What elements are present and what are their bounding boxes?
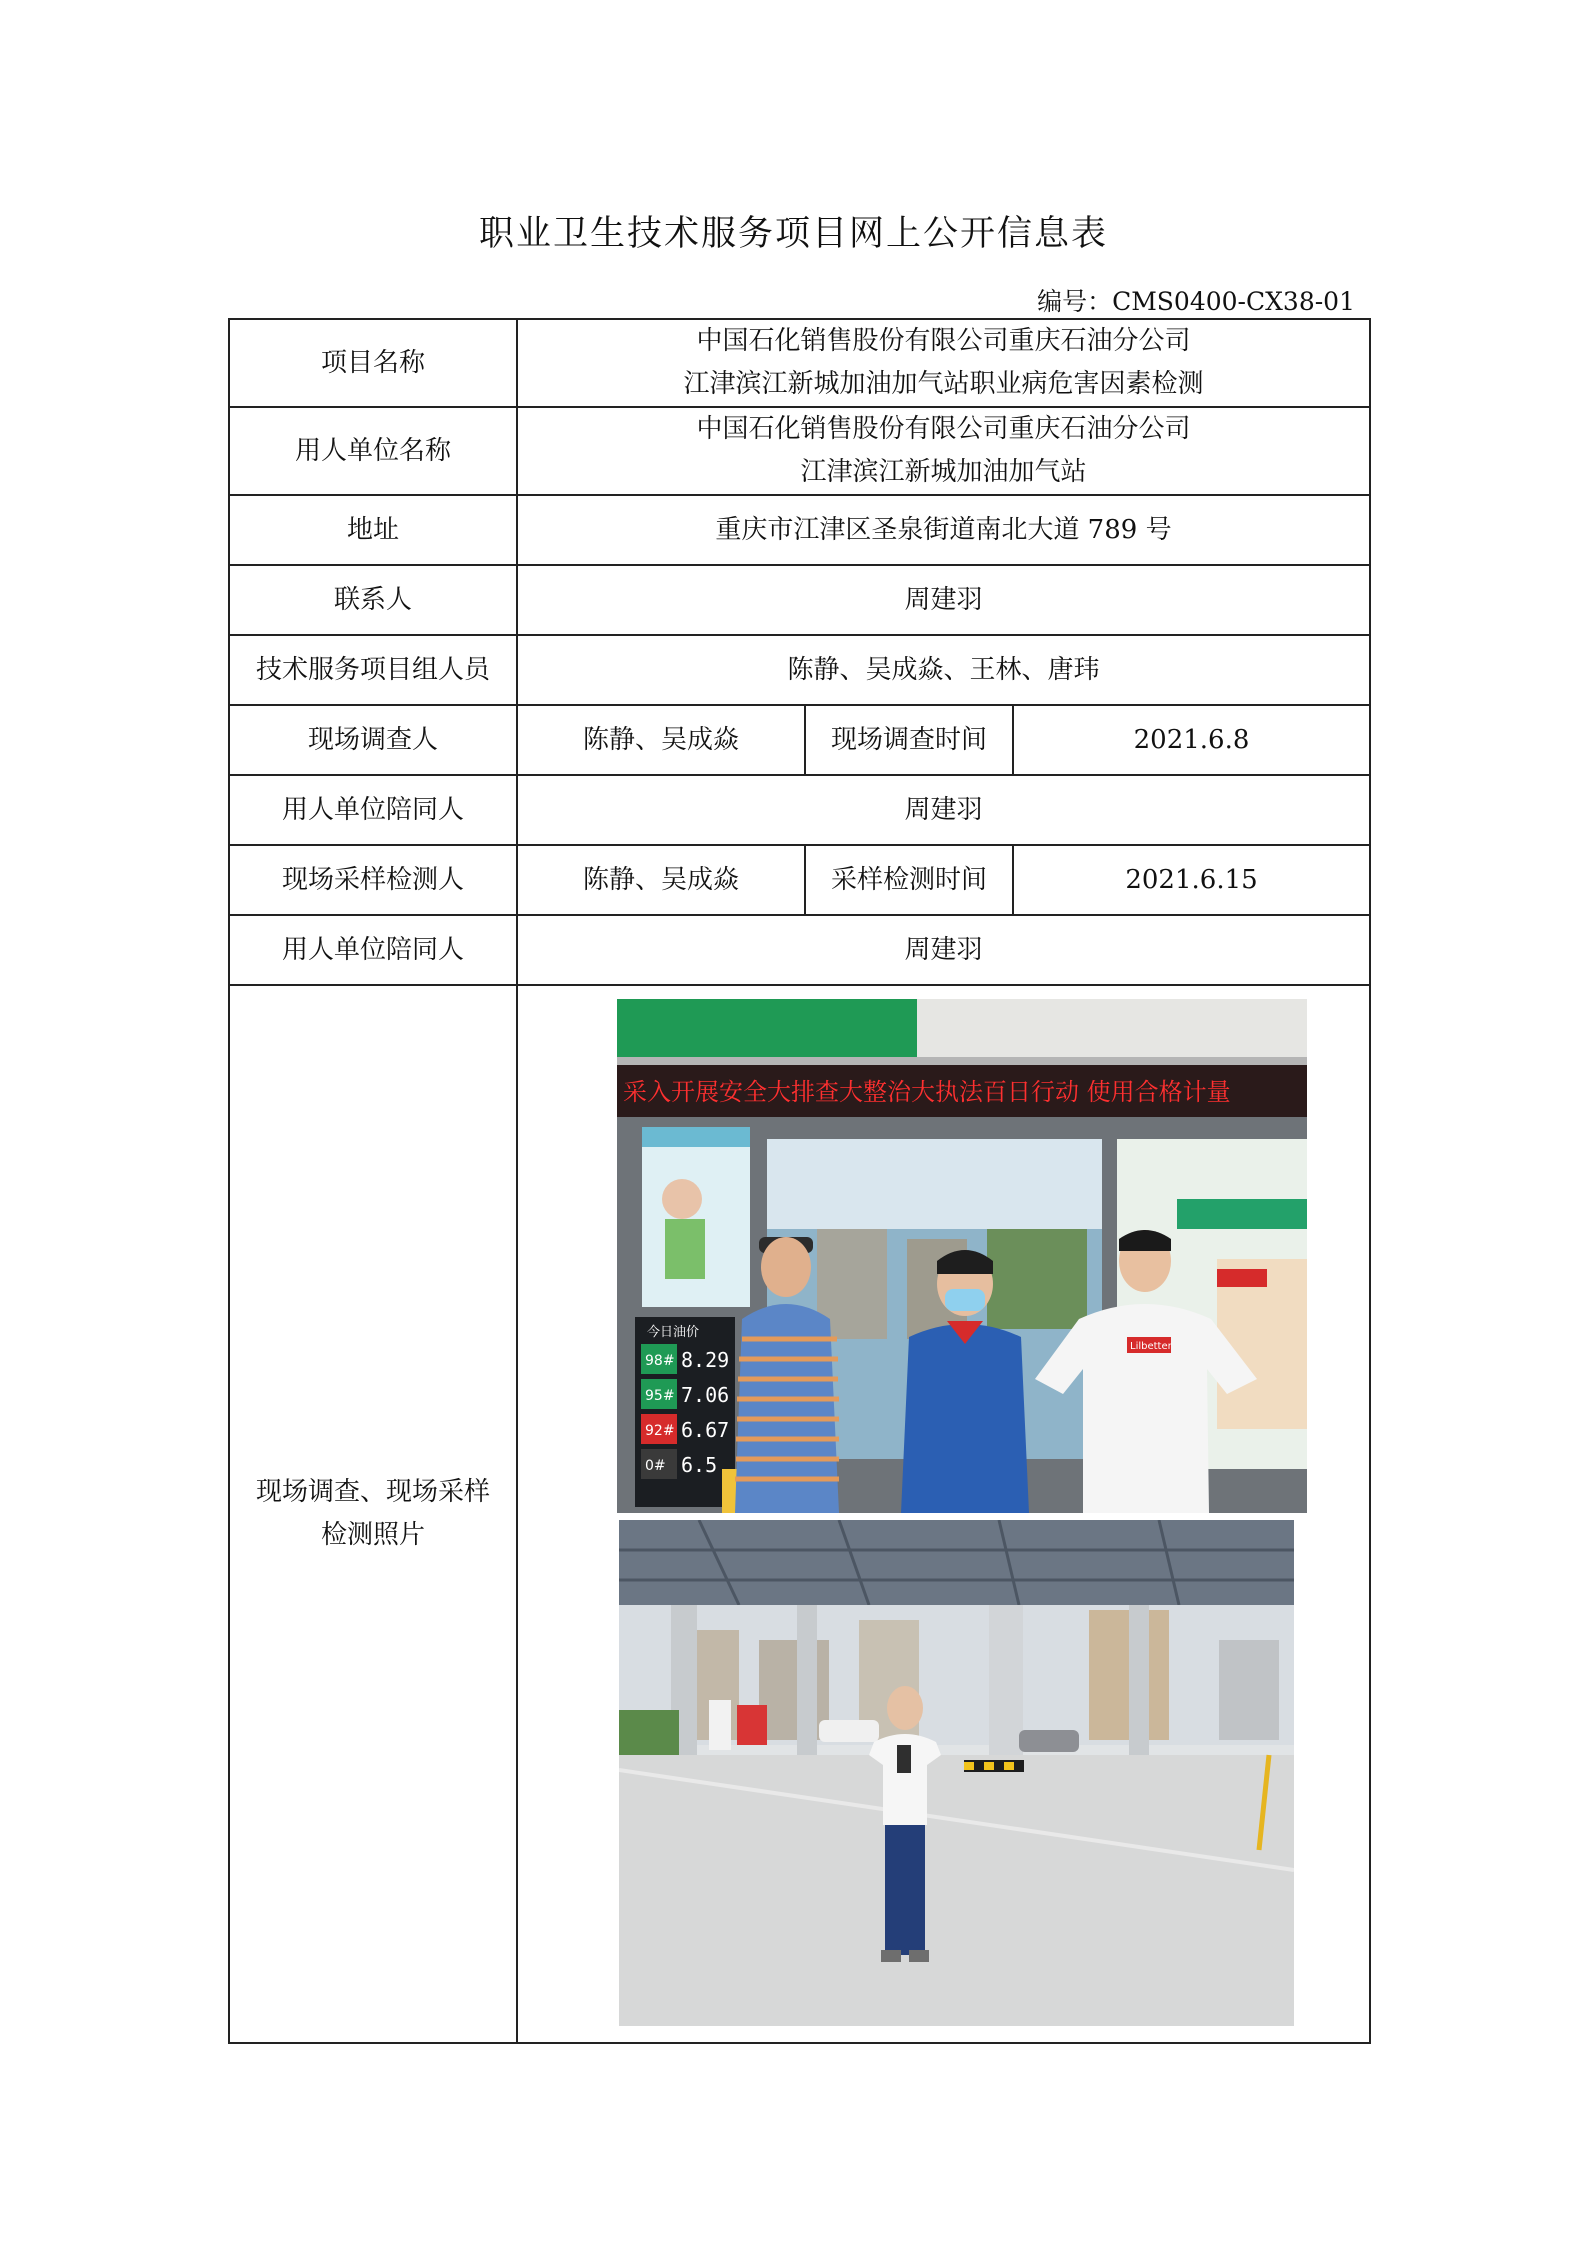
table-row xyxy=(229,565,1370,635)
grade-95: 95# xyxy=(645,1388,675,1404)
price-98: 8.29 xyxy=(681,1348,730,1372)
team-value: 陈静、吴成焱、王林、唐玮 xyxy=(517,635,1370,705)
table-row xyxy=(229,915,1370,985)
grade-92: 92# xyxy=(645,1423,675,1439)
info-table xyxy=(228,318,1371,2044)
project-name-line2: 江津滨江新城加油加气站职业病危害因素检测 xyxy=(683,369,1204,399)
document-number: 编号：CMS0400-CX38-01 xyxy=(1037,287,1355,316)
price-0: 6.5 xyxy=(681,1453,718,1477)
table-row xyxy=(229,495,1370,565)
sampling-escort-label: 用人单位陪同人 xyxy=(229,915,517,985)
survey-escort-value: 周建羽 xyxy=(517,775,1370,845)
price-92: 6.67 xyxy=(681,1418,730,1442)
led-ticker: 采入开展安全大排查大整治大执法百日行动 使用合格计量 xyxy=(623,1078,1231,1106)
price-board-title: 今日油价 xyxy=(647,1325,700,1340)
survey-label: 现场调查人 xyxy=(229,705,517,775)
table-row xyxy=(229,319,1370,407)
employer-name-line2: 江津滨江新城加油加气站 xyxy=(800,457,1087,487)
employer-name-line1: 中国石化销售股份有限公司重庆石油分公司 xyxy=(696,414,1191,444)
employer-name-label: 用人单位名称 xyxy=(229,407,517,495)
grade-0: 0# xyxy=(645,1458,666,1474)
price-95: 7.06 xyxy=(681,1383,730,1407)
table-row xyxy=(229,775,1370,845)
address-value: 重庆市江津区圣泉街道南北大道 789 号 xyxy=(517,495,1370,565)
survey-time-value: 2021.6.8 xyxy=(1013,705,1370,775)
photos-label xyxy=(229,985,517,2043)
grade-98: 98# xyxy=(645,1353,675,1369)
table-row xyxy=(229,407,1370,495)
address-label: 地址 xyxy=(229,495,517,565)
forecourt-photo xyxy=(619,1520,1294,2026)
contact-label: 联系人 xyxy=(229,565,517,635)
survey-value: 陈静、吴成焱 xyxy=(517,705,805,775)
table-row xyxy=(229,635,1370,705)
photos-label-line1: 现场调查、现场采样 xyxy=(255,1477,490,1507)
storefront-image xyxy=(617,999,1307,1513)
storefront-photo xyxy=(617,999,1307,1513)
page-title: 职业卫生技术服务项目网上公开信息表 xyxy=(478,214,1108,254)
sampling-escort-value: 周建羽 xyxy=(517,915,1370,985)
sampling-value: 陈静、吴成焱 xyxy=(517,845,805,915)
survey-time-label: 现场调查时间 xyxy=(805,705,1013,775)
sampling-label: 现场采样检测人 xyxy=(229,845,517,915)
photos-cell xyxy=(517,985,1370,2043)
team-label: 技术服务项目组人员 xyxy=(229,635,517,705)
project-name-label: 项目名称 xyxy=(229,319,517,407)
table-row xyxy=(229,845,1370,915)
shirt-text: Lilbetter xyxy=(1130,1341,1172,1352)
table-row xyxy=(229,985,1370,2043)
sampling-time-label: 采样检测时间 xyxy=(805,845,1013,915)
forecourt-image xyxy=(619,1520,1294,2026)
sampling-time-value: 2021.6.15 xyxy=(1013,845,1370,915)
photos-label-line2: 检测照片 xyxy=(320,1520,425,1550)
project-name-value xyxy=(517,319,1370,407)
contact-value: 周建羽 xyxy=(517,565,1370,635)
table-row xyxy=(229,705,1370,775)
survey-escort-label: 用人单位陪同人 xyxy=(229,775,517,845)
employer-name-value xyxy=(517,407,1370,495)
project-name-line1: 中国石化销售股份有限公司重庆石油分公司 xyxy=(696,326,1191,356)
